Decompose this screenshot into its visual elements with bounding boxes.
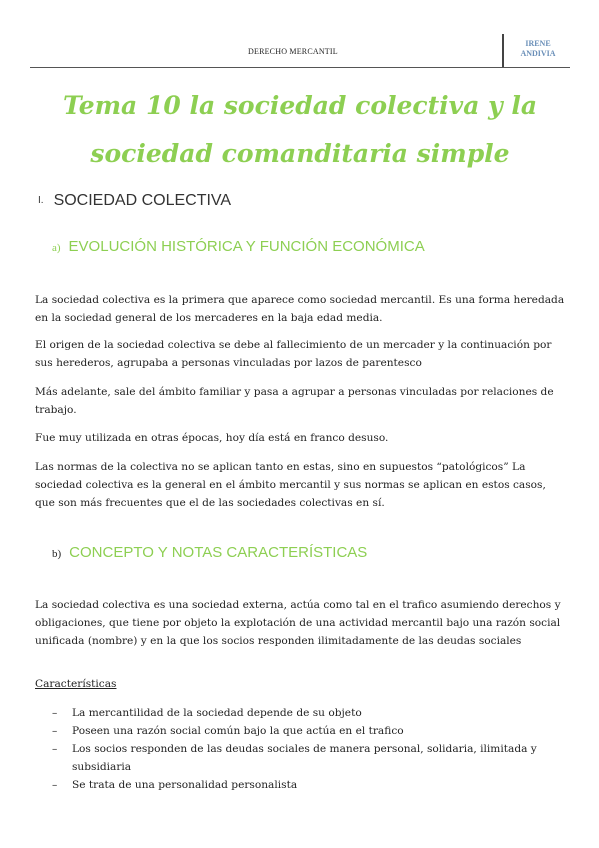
list-item-text: Poseen una razón social común bajo la que actúa en el trafico: [72, 725, 404, 737]
section-title: SOCIEDAD COLECTIVA: [53, 192, 232, 209]
list-item: [52, 740, 562, 776]
subsection-b-title: CONCEPTO Y NOTAS CARACTERÍSTICAS: [69, 544, 368, 561]
list-item: [52, 776, 562, 794]
bullet-dash: –: [52, 707, 58, 719]
document-title: [40, 82, 560, 178]
bullet-dash: –: [52, 779, 58, 791]
author-last-name: ANDIVIA: [520, 49, 556, 58]
bullet-dash: –: [52, 725, 58, 737]
bullet-dash: –: [52, 743, 58, 755]
paragraph: La sociedad colectiva es la primera que aparece como sociedad mercantil. Es una forma heredada en la sociedad general de los mercaderes en la baja edad media.: [35, 294, 565, 324]
title-line-2: sociedad comanditaria simple: [90, 139, 510, 168]
list-item-text: Los socios responden de las deudas sociales de manera personal, solidaria, ilimitada y subsidiaria: [72, 743, 537, 773]
subsection-b-heading: [52, 544, 367, 561]
characteristics-heading: Características: [35, 678, 117, 690]
section-number: I.: [38, 195, 44, 207]
header-separator: [502, 34, 504, 68]
subsection-a-heading: [52, 238, 425, 255]
title-line-1: Tema 10 la sociedad colectiva y la: [62, 91, 538, 120]
characteristics-list: [52, 704, 562, 794]
page-header: [30, 34, 570, 68]
section-heading: [38, 192, 231, 210]
header-author: [508, 39, 568, 59]
paragraph: Las normas de la colectiva no se aplican tanto en estas, sino en supuestos “patológicos” La sociedad colectiva es la general en el ámbito mercantil y sus normas se aplican en estos casos, que son más frecuentes que el de las sociedades colectivas en sí.: [35, 461, 546, 509]
header-subject: DERECHO MERCANTIL: [248, 47, 338, 56]
list-item: [52, 722, 562, 740]
subsection-b-number: b): [52, 548, 62, 560]
paragraph: El origen de la sociedad colectiva se debe al fallecimiento de un mercader y la continuación por sus herederos, agrupaba a personas vinculadas por lazos de parentesco: [35, 339, 552, 369]
paragraph: Más adelante, sale del ámbito familiar y pasa a agrupar a personas vinculadas por relaciones de trabajo.: [35, 386, 554, 416]
list-item-text: Se trata de una personalidad personalista: [72, 779, 298, 791]
paragraph: La sociedad colectiva es una sociedad externa, actúa como tal en el trafico asumiendo derechos y obligaciones, que tiene por objeto la explotación de una actividad mercantil bajo una razón social unificada (nombre) y en la que los socios responden ilimitadamente de las deudas sociales: [35, 599, 561, 647]
header-rule: [30, 67, 570, 68]
list-item: [52, 704, 562, 722]
list-item-text: La mercantilidad de la sociedad depende de su objeto: [72, 707, 362, 719]
subsection-a-number: a): [52, 242, 61, 254]
paragraph: Fue muy utilizada en otras épocas, hoy día está en franco desuso.: [35, 432, 389, 444]
subsection-a-title: EVOLUCIÓN HISTÓRICA Y FUNCIÓN ECONÓMICA: [68, 238, 425, 255]
author-first-name: IRENE: [525, 39, 551, 48]
